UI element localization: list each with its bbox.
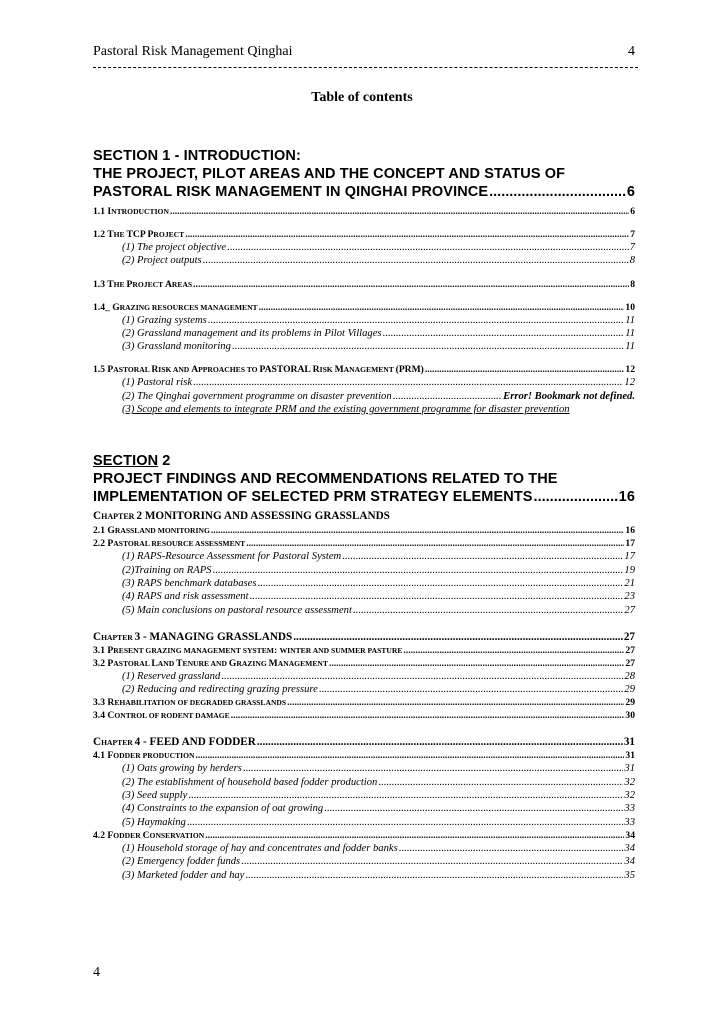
page-number: 27 <box>625 644 635 656</box>
footer-page-number: 4 <box>93 965 100 980</box>
section-2-line-2: PROJECT FINDINGS AND RECOMMENDATIONS RELATED TO THE <box>93 471 558 488</box>
dot-leader <box>257 577 623 590</box>
page-number: 34 <box>625 829 635 841</box>
toc-subentry[interactable]: (3) RAPS benchmark databases ..... 21 <box>93 577 635 590</box>
page-number: 30 <box>625 710 635 722</box>
toc-subentry[interactable]: (2) Emergency fodder funds ..... 34 <box>93 855 635 868</box>
toc-subentry-link[interactable]: (3) Scope and elements to integrate PRM and the existing government programme for disaster prevention <box>122 404 570 416</box>
toc-subentry[interactable]: (2) Reducing and redirecting grazing pressure ..... 29 <box>93 683 635 696</box>
toc-entry-4-1[interactable]: 4.1 FODDER PRODUCTION ..... 31 <box>93 749 635 762</box>
dot-leader <box>212 564 623 577</box>
dot-leader <box>170 205 629 218</box>
toc-subentry[interactable]: (3) Seed supply ..... 32 <box>93 789 635 802</box>
toc-entry-4-2[interactable]: 4.2 FODDER CONSERVATION ..... 34 <box>93 829 635 842</box>
dot-leader <box>245 869 623 882</box>
dot-leader <box>231 709 625 722</box>
dot-leader <box>205 829 624 842</box>
table-of-contents <box>93 147 635 882</box>
bookmark-error: Error! Bookmark not defined. <box>503 390 635 402</box>
dot-leader <box>187 816 624 829</box>
dot-leader <box>188 789 623 802</box>
dot-leader <box>232 340 624 353</box>
page-number: 16 <box>618 489 635 506</box>
toc-entry-3-2[interactable]: 3.2 PASTORAL LAND TENURE AND GRAZING MANAGEMENT ..... 27 <box>93 657 635 670</box>
page-number: 31 <box>624 763 635 775</box>
toc-entry-2-1[interactable]: 2.1 GRASSLAND MONITORING ..... 16 <box>93 524 635 537</box>
page-number: 29 <box>625 697 635 709</box>
page-number: 12 <box>624 377 635 389</box>
page-number: 33 <box>624 816 635 828</box>
page-number: 11 <box>625 341 635 353</box>
dot-leader <box>287 696 624 709</box>
page-number: 10 <box>625 301 635 313</box>
dot-leader <box>211 524 625 537</box>
dot-leader <box>293 631 623 644</box>
page-number: 7 <box>630 229 635 240</box>
chapter-2-heading[interactable]: CHAPTER 2 MONITORING AND ASSESSING GRASSLANDS <box>93 510 390 523</box>
toc-subentry[interactable]: (5) Main conclusions on pastoral resource assessment ..... 27 <box>93 604 635 617</box>
dot-leader <box>195 749 624 762</box>
page-number: 33 <box>624 803 635 815</box>
header-page-number: 4 <box>628 44 635 59</box>
page-number: 31 <box>625 750 635 762</box>
header-divider <box>93 67 638 68</box>
entry-number: 1.2 T <box>93 229 114 240</box>
dot-leader <box>208 314 624 327</box>
page-number: 27 <box>623 630 635 643</box>
toc-entry-3-3[interactable]: 3.3 REHABILITATION OF DEGRADED GRASSLANDS ..... 29 <box>93 696 635 709</box>
dot-leader <box>259 301 625 314</box>
page-number: 35 <box>624 869 635 881</box>
toc-entry-2-2[interactable]: 2.2 PASTORAL RESOURCE ASSESSMENT ..... 17 <box>93 537 635 550</box>
dot-leader <box>425 363 625 376</box>
toc-subentry[interactable]: (2)Training on RAPS ..... 19 <box>93 564 635 577</box>
dot-leader <box>319 683 624 696</box>
dot-leader <box>399 842 624 855</box>
page-number: 27 <box>625 657 635 669</box>
toc-subentry[interactable]: (2) Project outputs ..... 8 <box>93 254 635 267</box>
page-number: 8 <box>629 255 635 267</box>
toc-subentry[interactable]: (1) RAPS-Resource Assessment for Pastoral System ..... 17 <box>93 550 635 563</box>
dot-leader <box>203 254 629 267</box>
toc-subentry[interactable]: (5) Haymaking ..... 33 <box>93 816 635 829</box>
header-title: Pastoral Risk Management Qinghai <box>93 44 293 59</box>
dot-leader <box>185 228 629 241</box>
entry-number: 1.1 I <box>93 206 112 217</box>
toc-entry-1-4[interactable]: 1.4_ GRAZING RESOURCES MANAGEMENT ..... 10 <box>93 301 635 314</box>
page-number: 7 <box>629 242 635 253</box>
dot-leader <box>342 550 623 563</box>
toc-entry-3-4[interactable]: 3.4 CONTROL OF RODENT DAMAGE ..... 30 <box>93 709 635 722</box>
dot-leader <box>534 488 618 506</box>
dot-leader <box>383 327 625 340</box>
dot-leader <box>250 590 624 603</box>
dot-leader <box>489 183 626 201</box>
page-number: 6 <box>630 206 635 217</box>
toc-entry-1-2[interactable]: 1.2 THE TCP PROJECT ..... 7 <box>93 228 635 241</box>
section-1-line-2: THE PROJECT, PILOT AREAS AND THE CONCEPT AND STATUS OF <box>93 166 566 182</box>
page-number: 17 <box>625 538 635 550</box>
toc-subentry[interactable]: (3) Grassland monitoring ..... 11 <box>93 340 635 353</box>
toc-subentry[interactable]: (2) Grassland management and its problems in Pilot Villages ..... 11 <box>93 327 635 340</box>
dot-leader <box>403 644 624 657</box>
page-number: 34 <box>624 842 635 854</box>
page-number: 29 <box>624 684 635 696</box>
page-number: 32 <box>624 776 635 788</box>
dot-leader <box>227 241 629 254</box>
toc-entry-1-1[interactable] <box>93 205 635 218</box>
page-number: 17 <box>624 551 635 563</box>
dot-leader <box>378 776 623 789</box>
toc-subentry[interactable]: (4) Constraints to the expansion of oat growing ..... 33 <box>93 802 635 815</box>
section-1-line-1: SECTION 1 - INTRODUCTION: <box>93 148 301 164</box>
toc-title: Table of contents <box>311 90 413 105</box>
page-number: 11 <box>625 327 635 339</box>
dot-leader <box>257 736 623 749</box>
toc-subentry[interactable]: (1) Oats growing by herders ..... 31 <box>93 762 635 775</box>
toc-chapter-4[interactable]: CHAPTER 4 - FEED AND FODDER ..... 31 <box>93 736 635 749</box>
dot-leader <box>221 670 623 683</box>
page-number: 34 <box>624 856 635 868</box>
dot-leader <box>243 762 624 775</box>
page-number: 16 <box>625 525 635 537</box>
dot-leader <box>353 604 624 617</box>
section-2-line-3: IMPLEMENTATION OF SELECTED PRM STRATEGY ELEMENTS <box>93 489 533 506</box>
dot-leader <box>193 278 629 291</box>
page-number: 27 <box>624 604 635 616</box>
page-number: 28 <box>624 670 635 682</box>
toc-entry-3-1[interactable]: 3.1 PRESENT GRAZING MANAGEMENT SYSTEM: WINTER AND SUMMER PASTURE ..... 27 <box>93 644 635 657</box>
toc-subentry[interactable]: (3) Marketed fodder and hay ..... 35 <box>93 869 635 882</box>
dot-leader <box>246 537 624 550</box>
page-number: 19 <box>624 564 635 576</box>
dot-leader <box>241 855 623 868</box>
page-number: 12 <box>625 364 635 376</box>
dot-leader <box>329 657 624 670</box>
toc-chapter-3[interactable]: CHAPTER 3 - MANAGING GRASSLANDS ..... 27 <box>93 631 635 644</box>
toc-subentry[interactable]: (1) The project objective ..... 7 <box>93 241 635 254</box>
toc-subentry[interactable]: (4) RAPS and risk assessment ..... 23 <box>93 590 635 603</box>
page-number: 21 <box>624 577 635 589</box>
section-1-entry[interactable] <box>93 183 635 201</box>
entry-title: NTRODUCTION <box>111 207 169 216</box>
page-number: 8 <box>630 278 635 290</box>
toc-entry-1-3[interactable]: 1.3 THE PROJECT AREAS ..... 8 <box>93 278 635 291</box>
page-number: 32 <box>624 790 635 802</box>
toc-subentry[interactable]: (2) The Qinghai government programme on disaster prevention ..... Error! Bookmark not defined. <box>93 390 635 403</box>
toc-entry-1-5[interactable]: 1.5 PASTORAL RISK AND APPROACHES TO PASTORAL RISK MANAGEMENT (PRM) ..... 12 <box>93 363 635 376</box>
toc-subentry[interactable]: (1) Pastoral risk ..... 12 <box>93 376 635 389</box>
section-2-line-1: SECTION 2 <box>93 453 171 470</box>
dot-leader <box>193 376 623 389</box>
toc-subentry[interactable]: (1) Grazing systems ..... 11 <box>93 314 635 327</box>
running-header <box>93 44 635 60</box>
toc-subentry[interactable]: (1) Household storage of hay and concentrates and fodder banks ..... 34 <box>93 842 635 855</box>
toc-subentry[interactable]: (1) Reserved grassland ..... 28 <box>93 670 635 683</box>
page-number: 23 <box>624 591 635 603</box>
dot-leader <box>393 390 503 403</box>
page-number: 11 <box>625 314 635 326</box>
dot-leader <box>324 802 623 815</box>
section-1-line-3: PASTORAL RISK MANAGEMENT IN QINGHAI PROVINCE <box>93 184 489 200</box>
section-2-entry[interactable] <box>93 488 635 506</box>
page-number: 31 <box>623 736 635 749</box>
page-number: 6 <box>626 184 635 200</box>
toc-subentry[interactable]: (2) The establishment of household based fodder production ..... 32 <box>93 776 635 789</box>
